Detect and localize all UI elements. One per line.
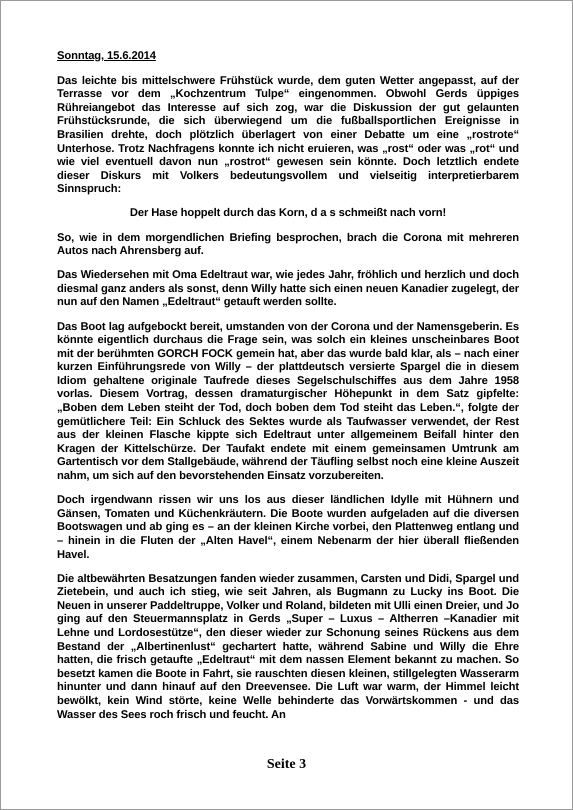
paragraph-departure: So, wie in dem morgendlichen Briefing besprochen, brach die Corona mit mehreren Autos nach Ahrensberg auf. bbox=[57, 231, 519, 258]
quote-line: Der Hase hoppelt durch das Korn, d a s schmeißt nach vorn! bbox=[129, 207, 447, 220]
date-heading: Sonntag, 15.6.2014 bbox=[57, 50, 156, 62]
paragraph-reunion: Das Wiedersehen mit Oma Edeltraut war, wie jedes Jahr, fröhlich und herzlich und doch diesmal ganz anders als sonst, denn Willy hatte sich einen neuen Kanadier zugelegt, der nun auf den Namen „Edeltraut“ getauft werden sollte. bbox=[57, 269, 519, 309]
page-number: Seite 3 bbox=[266, 757, 307, 772]
page-body bbox=[57, 50, 519, 733]
paragraph-crews: Die altbewährten Besatzungen fanden wieder zusammen, Carsten und Didi, Spargel und Zietebein, und auch ich stieg, wie seit Jahren, als Bugmann zu Lucky ins Boot. Die Neuen in unserer Paddeltruppe, Volker und Roland, bildeten mit Ulli einen Dreier, und Jo ging auf den Steuermannsplatz in Gerds „Super – Luxus – Altherren –Kanadier mit Lehne und Lordosestütze“, den dieser wieder zur Schonung seines Rückens aus dem Bestand der „Albertinenlust“ gechartert hatte, während Sabine und Willy die Ehre hatten, die frisch getaufte „Edeltraut“ mit dem nassen Element bekannt zu machen. So besetzt kamen die Boote in Fahrt, sie rauschten diesen kleinen, stillgelegten Wasserarm hinunter und dann hinauf auf den Dreevensee. Die Luft war warm, der Himmel leicht bewölkt, kein Wind störte, keine Welle behinderte das Vorwärtskommen - und das Wasser des Sees roch frisch und feucht. An bbox=[57, 572, 519, 721]
paragraph-christening: Das Boot lag aufgebockt bereit, umstanden von der Corona und der Namensgeberin. Es könnte eigentlich durchaus die Frage sein, was solch ein kleines unscheinbares Boot mit der berühmten GORCH FOCK gemein hat, aber das wurde bald klar, als – nach einer kurzen Einführungsrede von Willy – der plattdeutsch versierte Spargel die in diesem Idiom gehaltene originale Taufrede dieses Segelschulschiffes aus dem Jahre 1958 vorlas. Diesem Vortrag, dessen dramaturgischer Höhepunkt in dem Satz gipfelte: „Boben dem Leben steiht der Tod, doch boben dem Tod steiht das Leben.“, folgte der gemütlichere Teil: Ein Schluck des Sektes wurde als Taufwasser verwendet, der Rest aus der kleinen Flasche kippte sich Edeltraut unter allgemeinem Beifall hinter den Kragen der Kittelschürze. Der Taufakt endete mit einem gemeinsamen Umtrunk am Gartentisch vor dem Stallgebäude, während der Täufling selbst noch eine kleine Auszeit nahm, um sich auf den bevorstehenden Einsatz vorzubereiten. bbox=[57, 320, 519, 483]
paragraph-breakfast: Das leichte bis mittelschwere Frühstück wurde, dem guten Wetter angepasst, auf der Terrasse vor dem „Kochzentrum Tulpe“ eingenommen. Obwohl Gerds üppiges Rühreiangebot das Interesse auf sich zog, war die Diskussion der gut gelaunten Frühstücksrunde, die sich überwiegend um die fußballsportlichen Ereignisse in Brasilien drehte, doch plötzlich überlagert von einer Debatte um eine „rostrote“ Unterhose. Trotz Nachfragens konnte ich nicht eruieren, was „rost“ oder was „rot“ und wie viel eventuell davon nun „rostrot“ gewesen sein könnte. Doch letztlich endete dieser Diskurs mit Volkers bedeutungsvollem und vielseitig interpretierbarem Sinnspruch: bbox=[57, 74, 519, 196]
paragraph-launch: Doch irgendwann rissen wir uns los aus dieser ländlichen Idylle mit Hühnern und Gänsen, Tomaten und Küchenkräutern. Die Boote wurden aufgeladen auf die diversen Bootswagen und ab ging es – an der kleinen Kirche vorbei, den Plattenweg entlang und – hinein in die Fluten der „Alten Havel“, einem Nebenarm der hier überall fließenden Havel. bbox=[57, 494, 519, 561]
